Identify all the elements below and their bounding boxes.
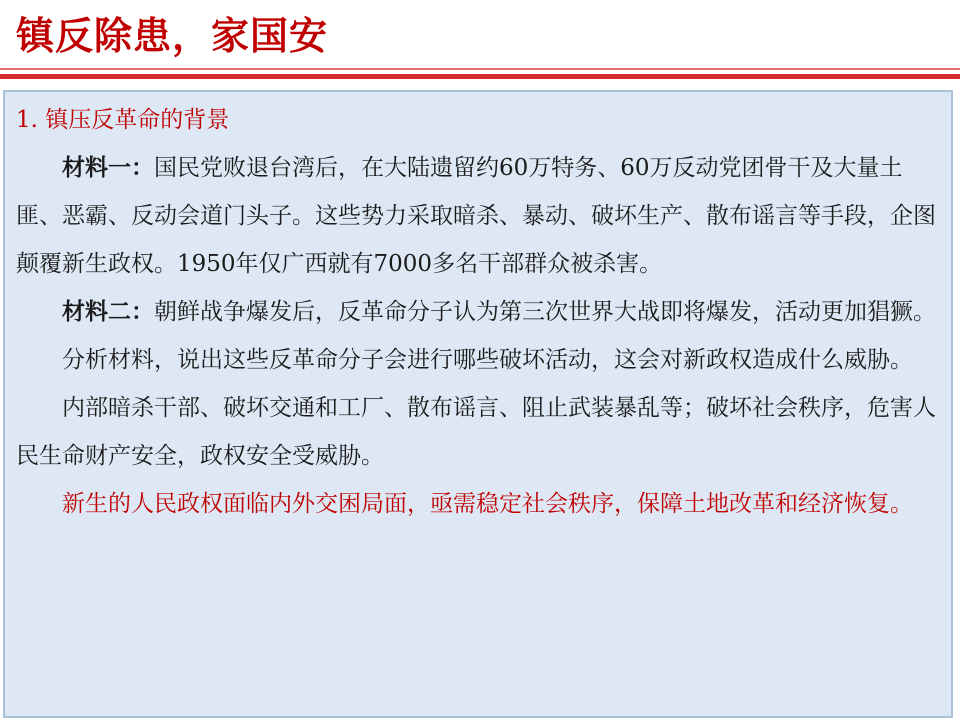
- material-2-paragraph: [16, 288, 946, 336]
- answer-paragraph: 内部暗杀干部、破坏交通和工厂、散布谣言、阻止武装暴乱等；破坏社会秩序，危害人民生命财产安全，政权安全受威胁。: [16, 395, 936, 469]
- material-1-paragraph: [16, 144, 946, 288]
- page-title: 镇反除患，家国安: [16, 14, 329, 58]
- material-1-text: 国民党败退台湾后，在大陆遗留约60万特务、60万反动党团骨干及大量土匪、恶霸、反动会道门头子。这些势力采取暗杀、暴动、破坏生产、散布谣言等手段，企图颠覆新生政权。1950年仅广西就有7000多名干部群众被杀害。: [16, 155, 936, 277]
- content-body: [16, 96, 946, 528]
- section-heading: 1. 镇压反革命的背景: [16, 107, 230, 133]
- question-paragraph: 分析材料，说出这些反革命分子会进行哪些破坏活动，这会对新政权造成什么威胁。: [62, 347, 913, 373]
- title-divider-thin: [0, 68, 960, 70]
- material-1-label: 材料一：: [62, 154, 154, 181]
- conclusion-paragraph: 新生的人民政权面临内外交困局面，亟需稳定社会秩序，保障土地改革和经济恢复。: [62, 491, 913, 517]
- title-divider-thick: [0, 74, 960, 79]
- material-2-text: 朝鲜战争爆发后，反革命分子认为第三次世界大战即将爆发，活动更加猖獗。: [154, 299, 936, 325]
- material-2-label: 材料二：: [62, 298, 154, 325]
